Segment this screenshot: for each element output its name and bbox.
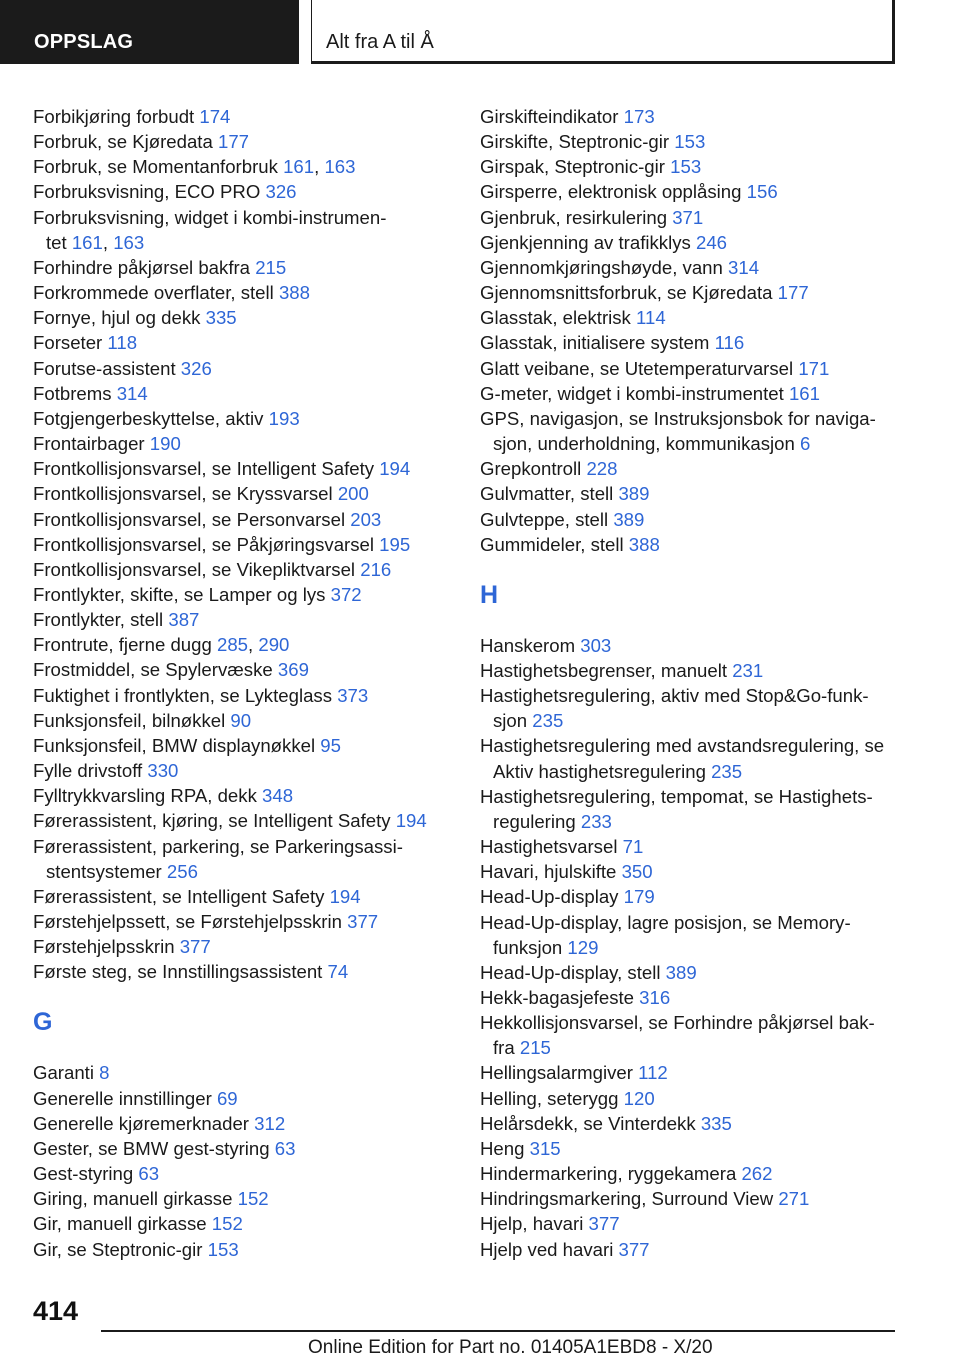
index-entry-text: Hanskerom bbox=[480, 634, 581, 656]
page-link[interactable]: 200 bbox=[337, 483, 369, 505]
index-entry-text: Forbruksvisning, ECO PRO bbox=[33, 181, 266, 203]
index-entry bbox=[33, 1161, 453, 1186]
index-entry-text: Hekk-bagasjefeste bbox=[480, 987, 640, 1008]
index-entry-text: Frontrute, fjerne dugg bbox=[33, 634, 217, 656]
index-entry bbox=[33, 733, 453, 758]
index-entry-text: Gummideler, stell bbox=[480, 533, 629, 555]
index-entry-text: Hjelp ved havari bbox=[480, 1238, 619, 1260]
page-link[interactable]: 174 bbox=[199, 106, 231, 127]
index-entry bbox=[480, 179, 900, 204]
index-entry-text: Hastighetsbegrenser, manuelt bbox=[480, 659, 733, 681]
index-entry bbox=[480, 532, 900, 557]
index-entry bbox=[33, 582, 453, 607]
page-link[interactable]: 235 bbox=[711, 760, 743, 782]
index-entry bbox=[33, 507, 453, 532]
page-link[interactable]: 95 bbox=[320, 734, 341, 756]
index-entry-text: Girspak, Steptronic-gir bbox=[480, 156, 671, 178]
index-entry-text: Frontkollisjonsvarsel, se Vikepliktvarsel bbox=[33, 558, 361, 580]
page-link[interactable]: 203 bbox=[350, 508, 382, 530]
page-link[interactable]: 389 bbox=[665, 961, 697, 983]
index-entry bbox=[480, 1010, 900, 1060]
index-entry-text: Girskifte, Steptronic-gir bbox=[480, 131, 675, 153]
index-entry-text: Helårsdekk, se Vinterdekk bbox=[480, 1112, 701, 1134]
index-entry-text: Hastighetsregulering, tempomat, se Hastighets- bbox=[480, 785, 873, 807]
index-entry bbox=[33, 330, 453, 355]
index-entry bbox=[33, 381, 453, 406]
page-link[interactable]: 271 bbox=[778, 1188, 810, 1210]
index-entry bbox=[33, 884, 453, 909]
index-entry-text: Gest-styring bbox=[33, 1163, 139, 1185]
index-entry-text: Forseter bbox=[33, 332, 108, 354]
index-entry bbox=[33, 1211, 453, 1236]
index-entry bbox=[33, 1086, 453, 1111]
index-entry-text: Fuktighet i frontlykten, se Lykteglass bbox=[33, 684, 338, 706]
index-entry-text: Forbruk, se Momentanforbruk bbox=[33, 156, 284, 178]
index-entry-text: Fornye, hjul og dekk bbox=[33, 307, 206, 329]
page-link[interactable]: 114 bbox=[636, 307, 666, 329]
page-link[interactable]: 112 bbox=[638, 1062, 668, 1084]
index-entry bbox=[33, 834, 453, 884]
index-entry-text: Førerassistent, parkering, se Parkeringsassi- bbox=[33, 835, 403, 857]
index-entry bbox=[480, 733, 900, 783]
page-link[interactable]: 312 bbox=[254, 1112, 286, 1134]
index-letter-heading: G bbox=[33, 1008, 53, 1037]
index-entry bbox=[480, 230, 900, 255]
page-link[interactable]: 377 bbox=[618, 1238, 650, 1260]
index-entry-text: Hindringsmarkering, Surround View bbox=[480, 1188, 779, 1210]
index-entry bbox=[33, 708, 453, 733]
index-entry-text: Forkrommede overflater, stell bbox=[33, 282, 279, 304]
page-link[interactable]: 194 bbox=[395, 810, 427, 832]
index-entry-text: sjon, underholdning, kommunikasjon bbox=[493, 433, 800, 455]
index-entry bbox=[480, 205, 900, 230]
index-entry-text: Frontlykter, stell bbox=[33, 609, 169, 631]
index-entry-text: Frontkollisjonsvarsel, se Påkjøringsvarsel bbox=[33, 533, 380, 555]
index-entry bbox=[33, 129, 453, 154]
index-entry-text: Førstehjelpsskrin bbox=[33, 936, 180, 958]
page-link[interactable]: 194 bbox=[379, 458, 411, 480]
index-entry bbox=[33, 1060, 453, 1085]
page-link[interactable]: 387 bbox=[168, 609, 200, 631]
index-entry-text: Forbruksvisning, widget i kombi-instrumen- bbox=[33, 206, 387, 228]
index-entry bbox=[480, 859, 900, 884]
index-entry-text: Garanti bbox=[33, 1062, 100, 1084]
index-entry bbox=[33, 783, 453, 808]
page-link[interactable]: 377 bbox=[588, 1213, 620, 1235]
index-entry bbox=[480, 406, 900, 456]
index-entry bbox=[480, 481, 900, 506]
index-entry-text: Glasstak, elektrisk bbox=[480, 307, 637, 329]
index-entry-text: Frostmiddel, se Spylervæske bbox=[33, 659, 278, 681]
page-link[interactable]: 153 bbox=[207, 1238, 239, 1260]
index-entry-text: Glasstak, initialisere system bbox=[480, 332, 715, 354]
index-entry bbox=[480, 1111, 900, 1136]
page-link[interactable]: 228 bbox=[586, 458, 618, 480]
index-entry-text: Frontlykter, skifte, se Lamper og lys bbox=[33, 583, 331, 605]
page-link[interactable]: 152 bbox=[211, 1213, 243, 1235]
page-header bbox=[311, 0, 895, 64]
index-entry-text: Gulvmatter, stell bbox=[480, 483, 619, 505]
page-link[interactable]: 389 bbox=[618, 483, 650, 505]
index-entry bbox=[480, 381, 900, 406]
page-link[interactable]: 129 bbox=[567, 936, 599, 958]
index-entry bbox=[480, 129, 900, 154]
page-separator: , bbox=[102, 231, 114, 253]
index-entry-text: Hellingsalarmgiver bbox=[480, 1062, 639, 1084]
index-entry-text: Hekkollisjonsvarsel, se Forhindre påkjørsel bak- bbox=[480, 1012, 875, 1034]
index-entry-text: Glatt veibane, se Utetemperaturvarsel bbox=[480, 357, 799, 379]
page-link[interactable]: 120 bbox=[623, 1087, 655, 1109]
index-entry bbox=[33, 456, 453, 481]
index-entry bbox=[33, 758, 453, 783]
page-link[interactable]: 69 bbox=[216, 1087, 238, 1109]
index-entry bbox=[480, 104, 900, 129]
page-link[interactable]: 256 bbox=[166, 860, 198, 882]
index-entry bbox=[33, 280, 453, 305]
index-entry bbox=[480, 784, 900, 834]
index-entry-text: Fylle drivstoff bbox=[33, 760, 148, 782]
page-link[interactable]: 156 bbox=[746, 181, 778, 203]
index-entry bbox=[480, 154, 900, 179]
index-entry bbox=[33, 205, 453, 255]
index-entry bbox=[33, 305, 453, 330]
index-entry-text: Generelle innstillinger bbox=[33, 1087, 217, 1109]
page-link[interactable]: 231 bbox=[732, 659, 764, 681]
index-entry-text: Grepkontroll bbox=[480, 458, 587, 480]
page-link[interactable]: 377 bbox=[179, 936, 211, 958]
index-entry-text: Første steg, se Innstillingsassistent bbox=[33, 961, 328, 983]
page-link[interactable]: 161 bbox=[283, 156, 315, 178]
index-entry-text: Hastighetsregulering, aktiv med Stop&Go-funk- bbox=[480, 685, 869, 707]
page-link[interactable]: 152 bbox=[237, 1188, 269, 1210]
index-entry-text: Frontkollisjonsvarsel, se Intelligent Safety bbox=[33, 458, 380, 480]
index-entry bbox=[480, 1211, 900, 1236]
index-entry-text: Hastighetsregulering med avstandsregulering, se bbox=[480, 735, 885, 757]
page-link[interactable]: 314 bbox=[116, 382, 148, 404]
index-entry bbox=[480, 884, 900, 909]
index-entry-text: Funksjonsfeil, bilnøkkel bbox=[33, 709, 231, 731]
page-link[interactable]: 163 bbox=[324, 156, 356, 178]
index-entry-text: Girsperre, elektronisk opplåsing bbox=[480, 181, 747, 203]
index-entry-text: Generelle kjøremerknader bbox=[33, 1112, 255, 1134]
index-entry-text: Heng bbox=[480, 1137, 530, 1159]
index-entry-text: Forbikjøring forbudt bbox=[33, 106, 200, 127]
index-entry bbox=[480, 960, 900, 985]
index-entry-text: Førstehjelpssett, se Førstehjelpsskrin bbox=[33, 911, 348, 932]
page-link[interactable]: 177 bbox=[777, 282, 809, 304]
page-link[interactable]: 63 bbox=[138, 1163, 160, 1185]
page-link[interactable]: 369 bbox=[277, 659, 309, 681]
index-entry-text: Helling, seterygg bbox=[480, 1087, 624, 1109]
page-link[interactable]: 335 bbox=[205, 307, 237, 329]
index-entry bbox=[480, 910, 900, 960]
index-entry bbox=[33, 255, 453, 280]
index-entry bbox=[33, 481, 453, 506]
index-entry bbox=[33, 532, 453, 557]
index-entry bbox=[33, 431, 453, 456]
index-entry-text: GPS, navigasjon, se Instruksjonsbok for naviga- bbox=[480, 407, 876, 429]
index-entry-text: Gir, se Steptronic-gir bbox=[33, 1238, 208, 1260]
page-link[interactable]: 326 bbox=[180, 357, 212, 379]
index-entry-text: Frontkollisjonsvarsel, se Personvarsel bbox=[33, 508, 351, 530]
index-entry-text: sjon bbox=[493, 710, 533, 732]
index-entry-text: G-meter, widget i kombi-instrumentet bbox=[480, 382, 789, 404]
index-entry-text: Gir, manuell girkasse bbox=[33, 1213, 212, 1235]
page-link[interactable]: 246 bbox=[696, 231, 728, 253]
page-link[interactable]: 74 bbox=[327, 961, 349, 983]
page-link[interactable]: 153 bbox=[674, 131, 706, 153]
index-entry-text: Head-Up-display, lagre posisjon, se Memory- bbox=[480, 911, 851, 933]
page-link[interactable]: 194 bbox=[329, 885, 361, 907]
page-number: 414 bbox=[33, 1296, 79, 1326]
page-link[interactable]: 216 bbox=[360, 558, 392, 580]
index-entry-text: Forhindre påkjørsel bakfra bbox=[33, 256, 256, 278]
index-entry bbox=[33, 1136, 453, 1161]
index-entry bbox=[480, 1186, 900, 1211]
index-entry-text: Girskifteindikator bbox=[480, 106, 624, 127]
index-entry-text: funksjon bbox=[493, 936, 568, 958]
page-link[interactable]: 303 bbox=[580, 634, 612, 656]
index-entry-text: Gjennomsnittsforbruk, se Kjøredata bbox=[480, 282, 778, 304]
index-entry bbox=[480, 658, 900, 683]
page-link[interactable]: 348 bbox=[262, 785, 294, 807]
index-entry-text: fra bbox=[493, 1037, 520, 1059]
page-link[interactable]: 179 bbox=[623, 886, 655, 908]
page-link[interactable]: 371 bbox=[672, 206, 704, 228]
index-entry-text: Forbruk, se Kjøredata bbox=[33, 131, 218, 153]
index-entry bbox=[480, 633, 900, 658]
page-link[interactable]: 389 bbox=[613, 508, 645, 530]
index-entry-text: Giring, manuell girkasse bbox=[33, 1188, 238, 1210]
index-entry bbox=[33, 1237, 453, 1262]
page-link[interactable]: 153 bbox=[670, 156, 702, 178]
index-entry bbox=[33, 808, 453, 833]
index-entry bbox=[480, 834, 900, 859]
index-entry-text: Gester, se BMW gest-styring bbox=[33, 1137, 275, 1159]
page-separator: , bbox=[248, 634, 259, 656]
index-entry bbox=[480, 330, 900, 355]
index-entry-text: Funksjonsfeil, BMW displaynøkkel bbox=[33, 734, 321, 756]
index-entry-text: Hjelp, havari bbox=[480, 1213, 589, 1235]
index-entry bbox=[33, 934, 453, 959]
index-entry bbox=[480, 1237, 900, 1262]
page-link[interactable]: 163 bbox=[113, 231, 145, 253]
page-link[interactable]: 235 bbox=[532, 710, 564, 732]
index-entry-text: Førerassistent, kjøring, se Intelligent Safety bbox=[33, 810, 396, 832]
index-entry bbox=[480, 1060, 900, 1085]
index-entry bbox=[480, 1086, 900, 1111]
index-entry bbox=[33, 1111, 453, 1136]
page-link[interactable]: 388 bbox=[628, 533, 660, 555]
index-entry bbox=[33, 657, 453, 682]
index-entry bbox=[33, 154, 453, 179]
index-entry-text: regulering bbox=[493, 810, 581, 832]
page-link[interactable]: 71 bbox=[622, 836, 644, 858]
page-link[interactable]: 335 bbox=[700, 1112, 732, 1134]
index-entry bbox=[480, 985, 900, 1010]
index-entry-text: Havari, hjulskifte bbox=[480, 861, 622, 883]
index-entry-text: Forutse-assistent bbox=[33, 357, 181, 379]
section-label: OPPSLAG bbox=[34, 31, 134, 53]
index-entry bbox=[480, 456, 900, 481]
page-link[interactable]: 388 bbox=[278, 282, 310, 304]
page-link[interactable]: 215 bbox=[519, 1037, 551, 1059]
page-link[interactable]: 6 bbox=[799, 433, 811, 455]
page-link[interactable]: 190 bbox=[149, 433, 181, 455]
page-link[interactable]: 315 bbox=[529, 1137, 561, 1159]
index-entry bbox=[33, 356, 453, 381]
index-entry bbox=[33, 179, 453, 204]
index-entry-text: Fotbrems bbox=[33, 382, 117, 404]
page-link[interactable]: 63 bbox=[274, 1137, 296, 1159]
index-entry bbox=[480, 356, 900, 381]
page-separator: , bbox=[314, 156, 325, 178]
page-link[interactable]: 116 bbox=[714, 332, 745, 354]
page-link[interactable]: 350 bbox=[621, 861, 653, 883]
index-entry bbox=[33, 557, 453, 582]
index-entry bbox=[33, 909, 453, 934]
index-entry bbox=[480, 280, 900, 305]
index-entry bbox=[480, 683, 900, 733]
index-column-right bbox=[480, 104, 900, 1262]
page-link[interactable]: 173 bbox=[623, 106, 655, 127]
page-link[interactable]: 90 bbox=[230, 709, 252, 731]
page-title: Alt fra A til Å bbox=[326, 31, 434, 53]
index-entry-text: Fotgjengerbeskyttelse, aktiv bbox=[33, 407, 269, 429]
page-link[interactable]: 215 bbox=[255, 256, 287, 278]
index-entry-text: Hastighetsvarsel bbox=[480, 836, 623, 858]
index-entry-text: Frontkollisjonsvarsel, se Kryssvarsel bbox=[33, 483, 338, 505]
page-link[interactable]: 372 bbox=[330, 583, 362, 605]
index-entry-text: Frontairbager bbox=[33, 433, 150, 455]
index-entry-text: Førerassistent, se Intelligent Safety bbox=[33, 885, 330, 907]
index-entry-text: Gulvteppe, stell bbox=[480, 508, 614, 530]
page-link[interactable]: 161 bbox=[788, 382, 820, 404]
page-link[interactable]: 262 bbox=[741, 1163, 773, 1185]
page-link[interactable]: 326 bbox=[265, 181, 297, 203]
index-entry bbox=[33, 959, 453, 984]
page-link[interactable]: 314 bbox=[728, 256, 760, 278]
page-link[interactable]: 161 bbox=[71, 231, 103, 253]
footer-divider bbox=[101, 1330, 895, 1332]
page-link[interactable]: 177 bbox=[217, 131, 250, 153]
index-column-left bbox=[33, 104, 453, 1262]
index-entry bbox=[33, 632, 453, 657]
index-entry bbox=[33, 104, 453, 129]
index-entry-text: Fylltrykkvarsling RPA, dekk bbox=[33, 785, 263, 807]
index-entry bbox=[480, 305, 900, 330]
index-entry-text: Gjenbruk, resirkulering bbox=[480, 206, 673, 228]
index-entry-text: Aktiv hastighetsregulering bbox=[493, 760, 712, 782]
index-entry bbox=[33, 1186, 453, 1211]
page-link[interactable]: 330 bbox=[147, 760, 179, 782]
page-link[interactable]: 193 bbox=[268, 407, 300, 429]
index-entry bbox=[33, 683, 453, 708]
index-entry-text: tet bbox=[46, 231, 72, 253]
page-link[interactable]: 377 bbox=[347, 911, 379, 932]
page-link[interactable]: 290 bbox=[258, 634, 290, 656]
page-link[interactable]: 373 bbox=[337, 684, 369, 706]
index-entry bbox=[480, 255, 900, 280]
edition-note: Online Edition for Part no. 01405A1EBD8 - X/20 bbox=[308, 1337, 713, 1358]
index-entry bbox=[480, 507, 900, 532]
index-entry-text: Hindermarkering, ryggekamera bbox=[480, 1163, 742, 1185]
section-tab bbox=[0, 0, 299, 64]
page-link[interactable]: 233 bbox=[580, 810, 612, 832]
index-entry-text: Head-Up-display bbox=[480, 886, 624, 908]
index-entry bbox=[480, 1161, 900, 1186]
index-entry-text: Gjennomkjøringshøyde, vann bbox=[480, 256, 729, 278]
index-letter-heading: H bbox=[480, 580, 499, 609]
index-entry-text: Gjenkjenning av trafikklys bbox=[480, 231, 696, 253]
index-entry-text: stentsystemer bbox=[46, 860, 167, 882]
index-entry bbox=[480, 1136, 900, 1161]
index-entry bbox=[33, 406, 453, 431]
page-link[interactable]: 195 bbox=[379, 533, 411, 555]
page-link[interactable]: 171 bbox=[798, 357, 830, 379]
index-entry-text: Head-Up-display, stell bbox=[480, 961, 666, 983]
page-link[interactable]: 8 bbox=[99, 1062, 110, 1084]
page-link[interactable]: 118 bbox=[107, 332, 138, 354]
index-entry bbox=[33, 607, 453, 632]
page-link[interactable]: 316 bbox=[639, 987, 671, 1008]
page-link[interactable]: 285 bbox=[216, 634, 249, 656]
